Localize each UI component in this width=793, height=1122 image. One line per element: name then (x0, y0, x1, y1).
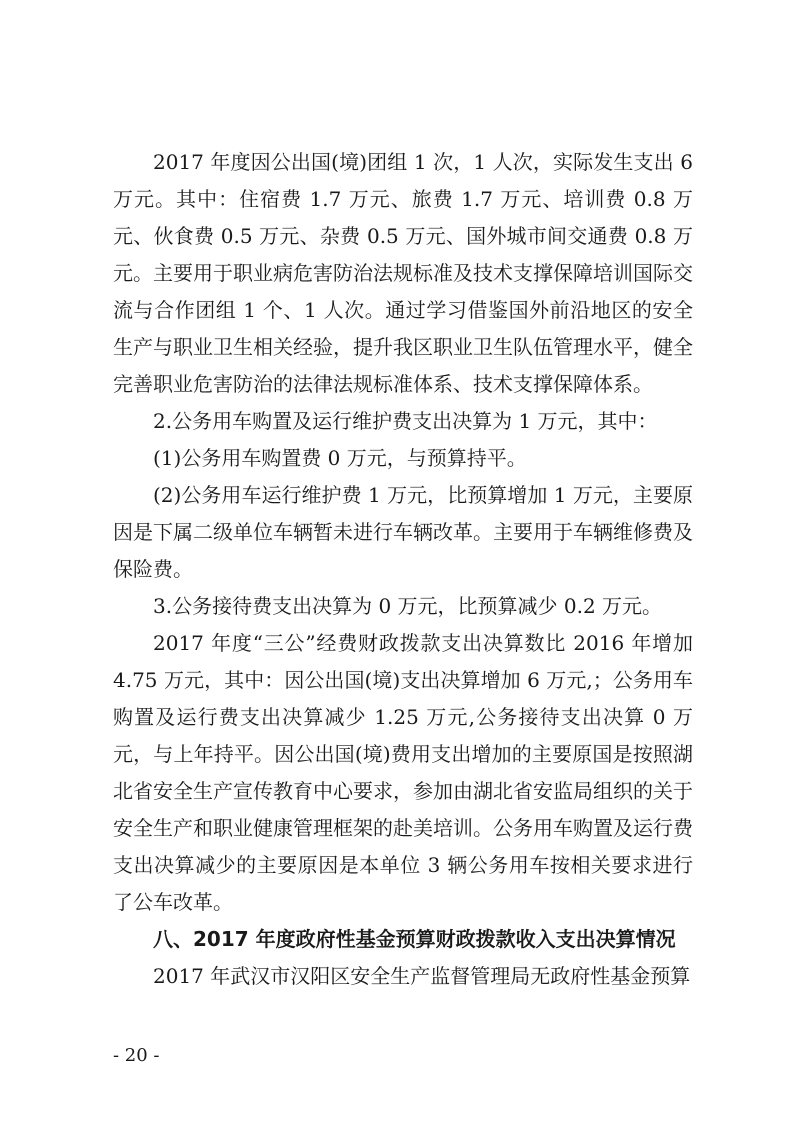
paragraph-vehicle-costs: 2.公务用车购置及运行维护费支出决算为 1 万元，其中： (153, 409, 658, 433)
paragraph-overseas-trip: 2017 年度因公出国(境)团组 1 次，1 人次，实际发生支出 6 万元。其中：住宿费 1.7 万元、旅费 1.7 万元、培训费 0.8 万元、伙食费 0.5 万元、杂费 0.5 万元、国外城市间交通费 0.8 万元。主要用于职业病危害防治法规标准及技术支撑保障培训国际交流与合作团组 1 个、1 人次。通过学习借鉴国外前沿地区的安全生产与职业卫生相关经验，提升我区职业卫生队伍管理水平，健全完善职业危害防治的法律法规标准体系、技术支撑保障体系。 (113, 150, 693, 396)
paragraph-fund-budget: 2017 年武汉市汉阳区安全生产监督管理局无政府性基金预算 (153, 964, 691, 988)
document-body (113, 144, 693, 995)
paragraph-vehicle-operation: (2)公务用车运行维护费 1 万元，比预算增加 1 万元，主要原因是下属二级单位车辆暂未进行车辆改革。主要用于车辆维修费及保险费。 (113, 483, 693, 581)
page-number: - 20 - (113, 1045, 160, 1066)
paragraph-year-comparison: 2017 年度“三公”经费财政拨款支出决算数比 2016 年增加 4.75 万元，其中：因公出国(境)支出决算增加 6 万元,；公务用车购置及运行费支出决算减少 1.25 万元,公务接待支出决算 0 万元，与上年持平。因公出国(境)费用支出增加的主要原国是按照湖北省安全生产宣传教育中心要求，参加由湖北省安监局组织的关于安全生产和职业健康管理框架的赴美培训。公务用车购置及运行费支出决算减少的主要原因是本单位 3 辆公务用车按相关要求进行了公车改革。 (113, 631, 693, 914)
section-heading: 八、2017 年度政府性基金预算财政拨款收入支出决算情况 (153, 927, 676, 951)
paragraph-reception-costs: 3.公务接待费支出决算为 0 万元，比预算减少 0.2 万元。 (153, 594, 663, 618)
paragraph-vehicle-purchase: (1)公务用车购置费 0 万元，与预算持平。 (153, 446, 527, 470)
